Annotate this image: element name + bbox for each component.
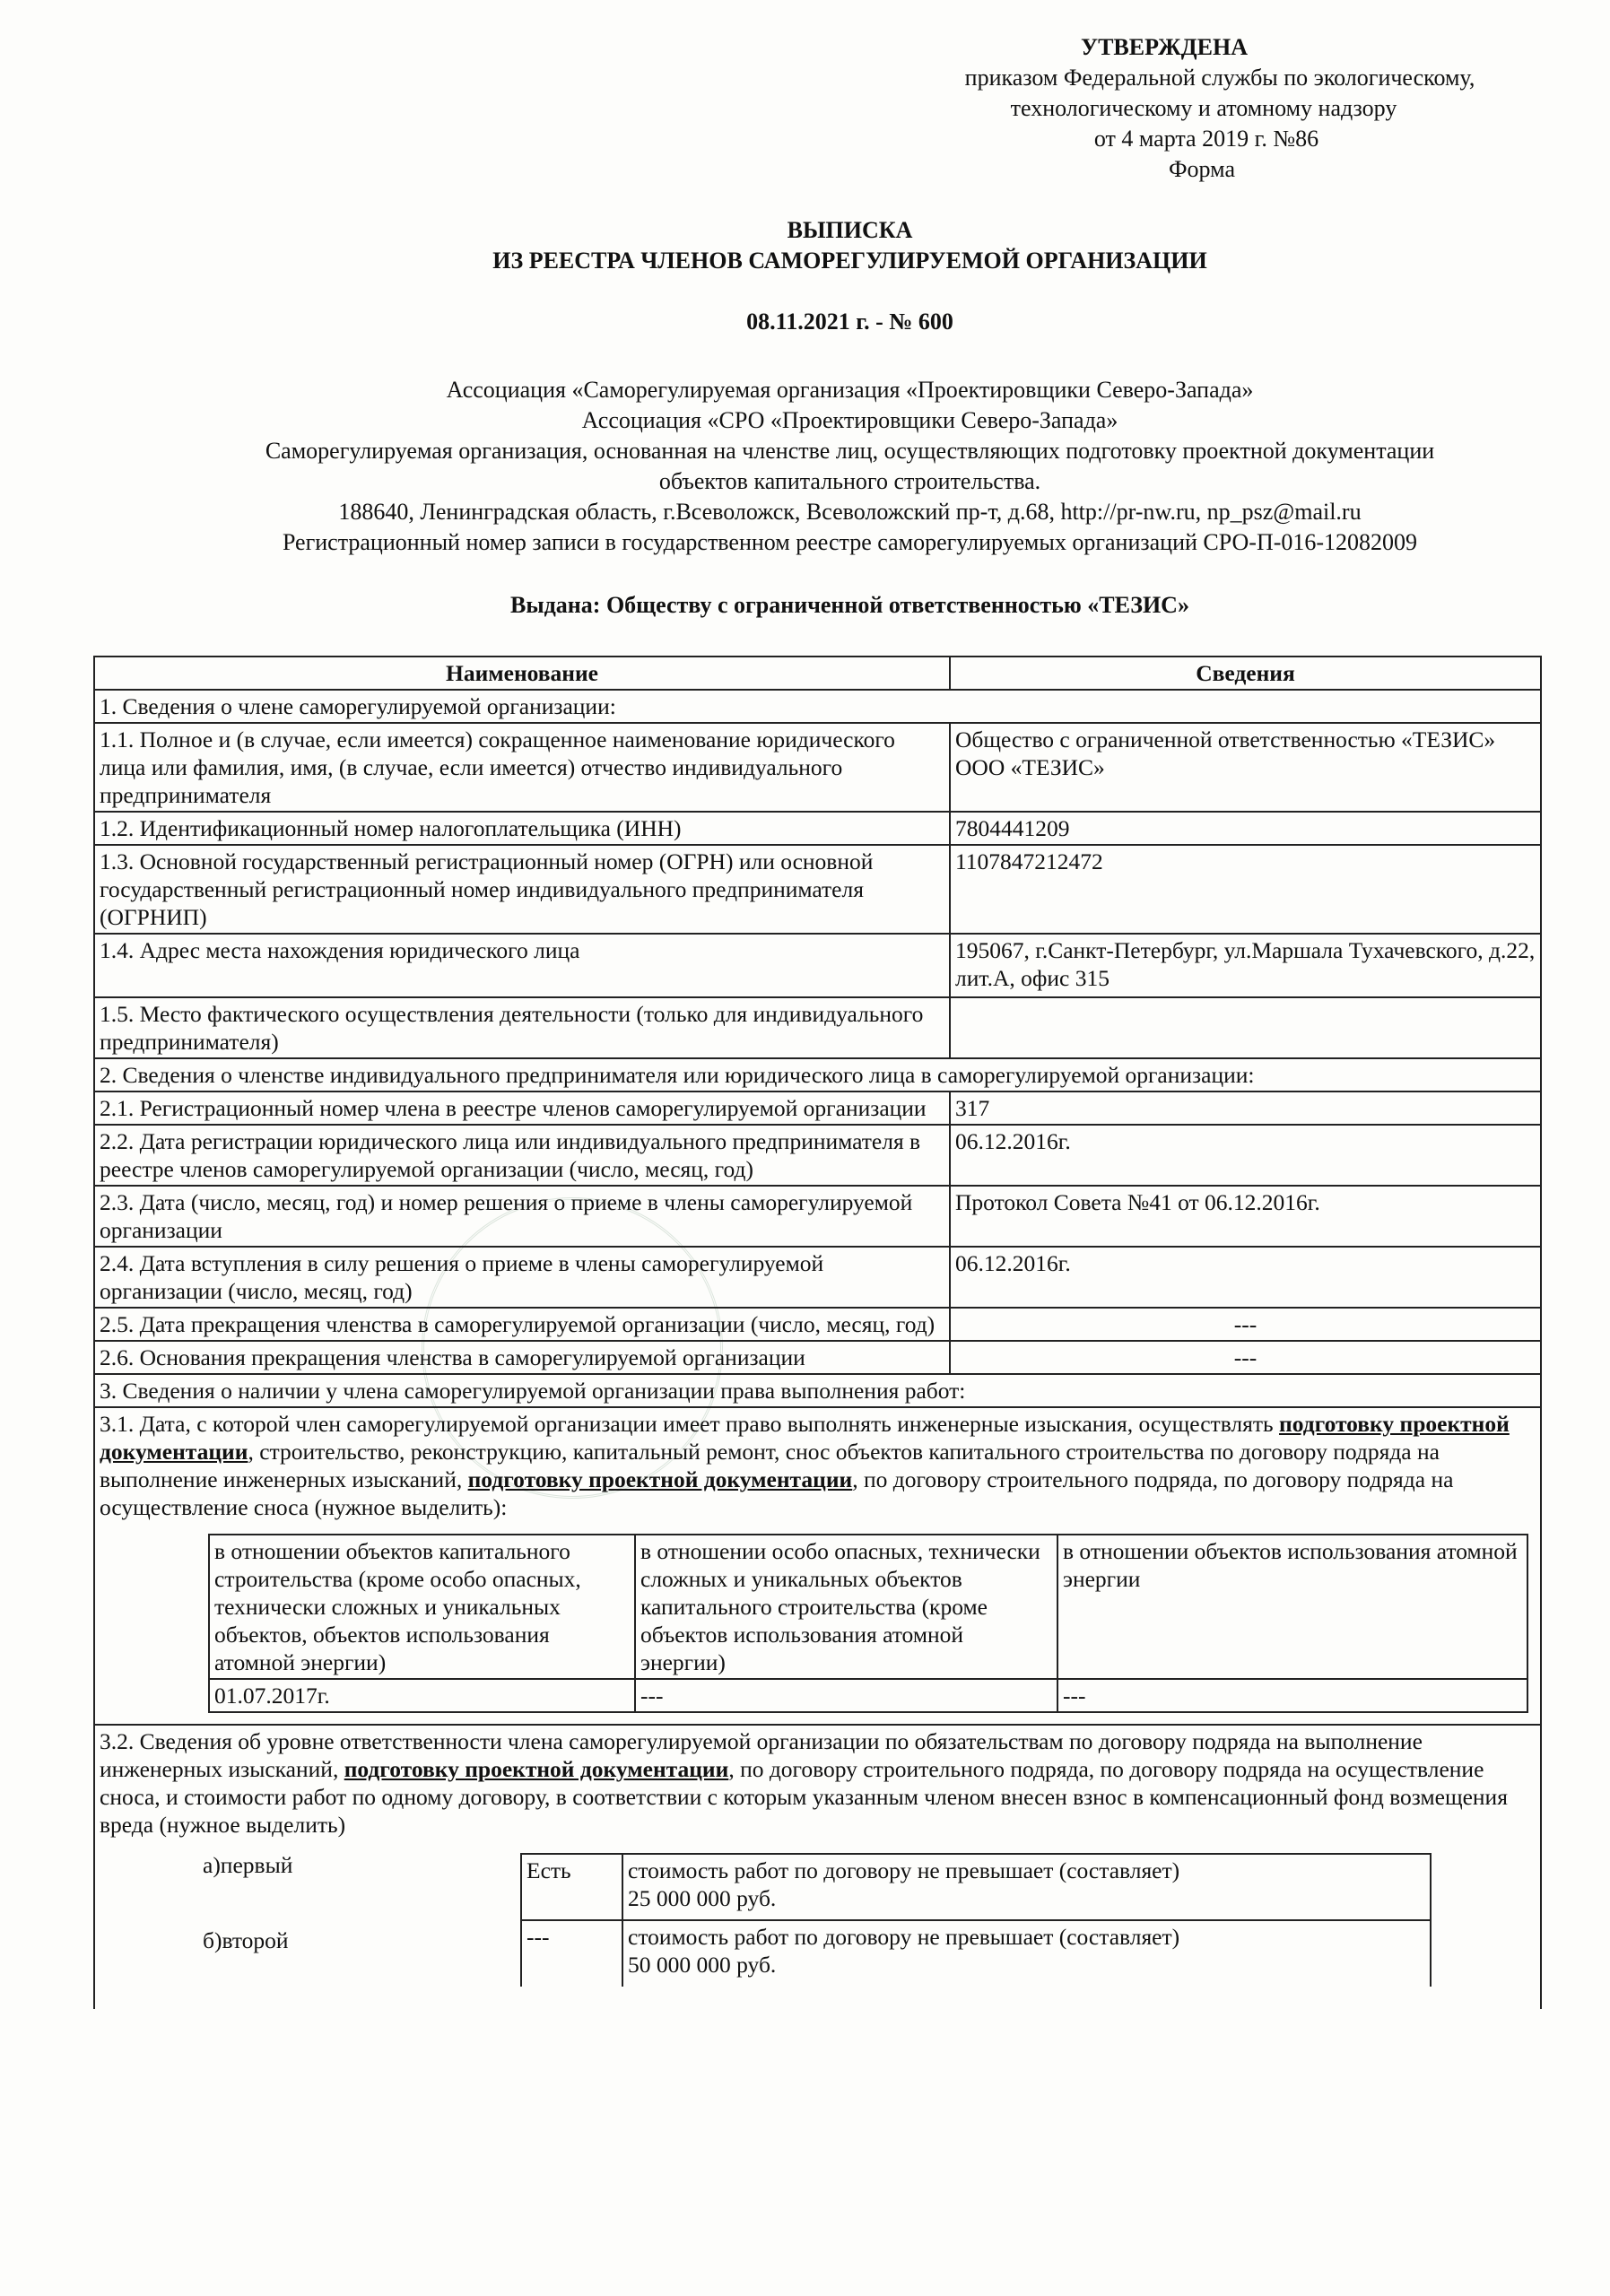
level-label: а)первый <box>203 1852 293 1878</box>
rights-date-general: 01.07.2017г. <box>209 1679 635 1712</box>
table-row <box>94 1091 1541 1125</box>
level-amount: 50 000 000 руб. <box>628 1952 777 1978</box>
table-row <box>94 1125 1541 1186</box>
approval-line: от 4 марта 2019 г. №86 <box>1093 126 1319 152</box>
address-value: 195067, г.Санкт-Петербург, ул.Маршала Тухачевского, д.22, лит.А, офис 315 <box>950 934 1541 997</box>
table-row <box>94 1186 1541 1247</box>
table-row <box>94 1407 1541 1725</box>
termination-date-value: --- <box>950 1308 1541 1341</box>
section-1-title: 1. Сведения о члене саморегулируемой организации: <box>94 690 1541 723</box>
decision-value: Протокол Совета №41 от 06.12.2016г. <box>950 1186 1541 1247</box>
row-label: 2.4. Дата вступления в силу решения о приеме в члены саморегулируемой организации (число, месяц, год) <box>94 1247 950 1308</box>
row-label: 1.3. Основной государственный регистрационный номер (ОГРН) или основной государственный регистрационный номер индивидуального предпринимателя (ОГРНИП) <box>94 845 950 934</box>
liability-cell <box>94 1725 1541 2009</box>
selected-work-type: подготовку проектной документации <box>344 1756 729 1782</box>
text-fragment: 3.1. Дата, с которой член саморегулируемой организации имеет право выполнять инженерные изыскания, осуществлять <box>100 1411 1280 1437</box>
section-2-title: 2. Сведения о членстве индивидуального предпринимателя или юридического лица в саморегулируемой организации: <box>94 1058 1541 1091</box>
table-row <box>94 1725 1541 2009</box>
issuer-registry-number: Регистрационный номер записи в государственном реестре саморегулируемых организаций СРО-П-016-12082009 <box>282 529 1418 555</box>
level-mark: Есть <box>521 1854 622 1920</box>
selected-work-type: подготовку проектной документации <box>100 1411 1510 1465</box>
org-short-name: ООО «ТЕЗИС» <box>955 754 1105 780</box>
row-label: 2.6. Основания прекращения членства в саморегулируемой организации <box>94 1341 950 1374</box>
rights-header-row <box>209 1535 1527 1679</box>
level-amount: 25 000 000 руб. <box>628 1885 777 1911</box>
termination-reason-value: --- <box>950 1341 1541 1374</box>
inn-value: 7804441209 <box>950 812 1541 845</box>
issuer-full-name: Ассоциация «Саморегулируемая организация «Проектировщики Северо-Запада» <box>446 377 1254 403</box>
row-label: 2.3. Дата (число, месяц, год) и номер решения о приеме в члены саморегулируемой организации <box>94 1186 950 1247</box>
table-row <box>94 1247 1541 1308</box>
rights-col-general: в отношении объектов капитального строительства (кроме особо опасных, технически сложных и уникальных объектов, объектов использования атомной энергии) <box>209 1535 635 1679</box>
rights-col-dangerous: в отношении особо опасных, технически сложных и уникальных объектов капитального строительства (кроме объектов использования атомной энергии) <box>635 1535 1057 1679</box>
row-label: 2.1. Регистрационный номер члена в реестре членов саморегулируемой организации <box>94 1091 950 1125</box>
title-line: ИЗ РЕЕСТРА ЧЛЕНОВ САМОРЕГУЛИРУЕМОЙ ОРГАНИЗАЦИИ <box>492 248 1207 274</box>
issuer-block <box>0 375 1610 558</box>
rights-date-dangerous: --- <box>635 1679 1057 1712</box>
level-desc-text: стоимость работ по договору не превышает (составляет) <box>628 1924 1180 1950</box>
text-fragment: , по договору строительного подряда, по договору подряда на осуществление сноса (нужное выделить): <box>100 1466 1454 1520</box>
text-fragment: , по договору строительного подряда, по договору подряда на осуществление сноса, и стоимости работ по одному договору, в соответствии с которым указанным членом внесен взнос в компенсационный фонд возмещения вреда (нужное выделить) <box>100 1756 1508 1838</box>
row-label: 1.5. Место фактического осуществления деятельности (только для индивидуального предпринимателя) <box>94 997 950 1058</box>
row-label: 1.2. Идентификационный номер налогоплательщика (ИНН) <box>94 812 950 845</box>
approval-title: УТВЕРЖДЕНА <box>1080 34 1248 60</box>
approval-line: технологическому и атомному надзору <box>1010 95 1397 121</box>
issuer-description: объектов капитального строительства. <box>658 468 1041 494</box>
title-line: ВЫПИСКА <box>787 217 913 243</box>
table-row <box>94 1341 1541 1374</box>
issuer-address: 188640, Ленинградская область, г.Всеволожск, Всеволожский пр-т, д.68, http://pr-nw.ru, np_psz@mail.ru <box>338 499 1362 525</box>
section-3-title: 3. Сведения о наличии у члена саморегулируемой организации права выполнения работ: <box>94 1374 1541 1407</box>
liability-row <box>521 1854 1431 1920</box>
rights-date-nuclear: --- <box>1057 1679 1527 1712</box>
level-description <box>622 1920 1431 1987</box>
section-row <box>94 1058 1541 1091</box>
liability-row <box>521 1920 1431 1987</box>
rights-col-nuclear: в отношении объектов использования атомной энергии <box>1057 1535 1527 1679</box>
row-value <box>950 723 1541 812</box>
section-row <box>94 690 1541 723</box>
issued-to: Выдана: Обществу с ограниченной ответственностью «ТЕЗИС» <box>510 592 1189 618</box>
approval-block <box>888 32 1552 185</box>
org-full-name: Общество с ограниченной ответственностью «ТЕЗИС» <box>955 726 1496 752</box>
rights-cell <box>94 1407 1541 1725</box>
table-row <box>94 723 1541 812</box>
page-title <box>0 215 1610 276</box>
col-header-name: Наименование <box>94 657 950 690</box>
text-fragment: , строительство, реконструкцию, капитальный ремонт, снос объектов капитального строительства по договору подряда на выполнение инженерных изысканий, <box>100 1439 1440 1492</box>
selected-work-type: подготовку проектной документации <box>467 1466 853 1492</box>
effective-date-value: 06.12.2016г. <box>950 1247 1541 1308</box>
table-header-row <box>94 657 1541 690</box>
rights-value-row <box>209 1679 1527 1712</box>
level-description <box>622 1854 1431 1920</box>
table-row <box>94 997 1541 1058</box>
level-label: б)второй <box>203 1927 289 1953</box>
liability-description <box>100 1727 1536 1839</box>
row-value <box>950 997 1541 1058</box>
table-row <box>94 812 1541 845</box>
row-label: 1.4. Адрес места нахождения юридического лица <box>94 934 950 997</box>
issuer-short-name: Ассоциация «СРО «Проектировщики Северо-Запада» <box>581 407 1118 433</box>
liability-table <box>520 1853 1432 1987</box>
rights-description <box>100 1410 1536 1521</box>
reg-number-value: 317 <box>950 1091 1541 1125</box>
rights-table <box>208 1534 1528 1713</box>
text-fragment: 3.2. Сведения об уровне ответственности члена саморегулируемой организации по обязательствам по договору подряда на выполнение инженерных изысканий, <box>100 1728 1423 1782</box>
table-row <box>94 934 1541 997</box>
table-row <box>94 845 1541 934</box>
row-label: 1.1. Полное и (в случае, если имеется) сокращенное наименование юридического лица или фамилия, имя, (в случае, если имеется) отчество индивидуального предпринимателя <box>94 723 950 812</box>
doc-number: 08.11.2021 г. - № 600 <box>746 309 953 335</box>
ogrn-value: 1107847212472 <box>950 845 1541 934</box>
level-mark: --- <box>521 1920 622 1987</box>
issuer-description: Саморегулируемая организация, основанная на членстве лиц, осуществляющих подготовку проектной документации <box>265 438 1435 464</box>
row-label: 2.5. Дата прекращения членства в саморегулируемой организации (число, месяц, год) <box>94 1308 950 1341</box>
col-header-info: Сведения <box>950 657 1541 690</box>
approval-form: Форма <box>1169 156 1235 182</box>
reg-date-value: 06.12.2016г. <box>950 1125 1541 1186</box>
approval-line: приказом Федеральной службы по экологическому, <box>964 65 1475 91</box>
section-row <box>94 1374 1541 1407</box>
table-row <box>94 1308 1541 1341</box>
row-label: 2.2. Дата регистрации юридического лица или индивидуального предпринимателя в реестре членов саморегулируемой организации (число, месяц, год) <box>94 1125 950 1186</box>
registry-table <box>93 656 1542 2009</box>
level-desc-text: стоимость работ по договору не превышает (составляет) <box>628 1857 1180 1883</box>
liability-levels <box>100 1846 1536 2007</box>
